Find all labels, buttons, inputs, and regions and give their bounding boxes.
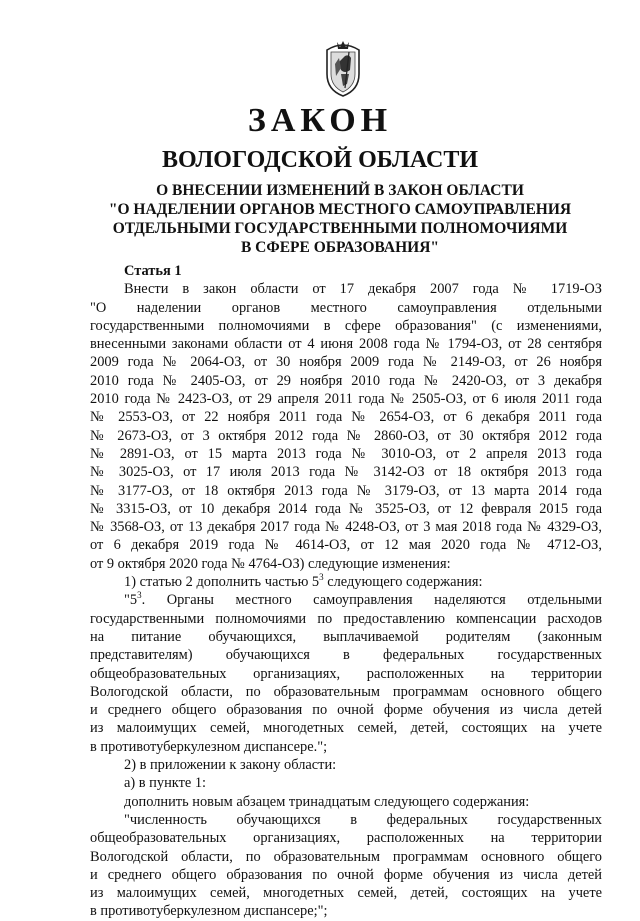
text-line: 2010 года № 2405-ОЗ, от 29 ноября 2010 года № 2420-ОЗ, от 3 декабря xyxy=(90,372,602,389)
document-title-line: В СФЕРЕ ОБРАЗОВАНИЯ" xyxy=(240,239,440,256)
text-line: государственными полномочиями в сфере образования" (с изменениями, xyxy=(90,317,602,334)
text-line: от 6 декабря 2019 года № 4614-ОЗ, от 12 мая 2020 года № 4712-ОЗ, xyxy=(90,537,602,554)
text-line: внесенными законами области от 4 июня 2008 года № 1794-ОЗ, от 28 сентября xyxy=(90,336,602,353)
text-line: № 2553-ОЗ, от 22 ноября 2011 года № 2654-ОЗ, от 6 декабря 2011 года xyxy=(90,409,602,426)
part-5-3-first-line: "$5^3$. Органы местного самоуправления наделяются отдельными xyxy=(124,590,602,609)
text-line: № 2891-ОЗ, от 15 марта 2013 года № 3010-ОЗ, от 2 апреля 2013 года xyxy=(90,445,602,462)
text-line: и среднего общего образования по очной форме обучения из числа детей xyxy=(90,702,602,719)
article-heading: Статья 1 xyxy=(124,263,182,279)
text-line: из малоимущих семей, многодетных семей, детей, состоящих на учете xyxy=(90,720,602,737)
text-line: на питание обучающихся, выплачиваемой родителям (законным xyxy=(90,628,602,645)
law-body xyxy=(90,262,602,921)
text-line: Вологодской области, по образовательным программам основного общего xyxy=(90,683,602,700)
text-line: из малоимущих семей, многодетных семей, детей, состоящих на учете xyxy=(90,885,602,902)
document-title xyxy=(60,181,620,257)
document-title-line: "О НАДЕЛЕНИИ ОРГАНОВ МЕСТНОГО САМОУПРАВЛЕНИЯ xyxy=(108,201,572,218)
text-line: в противотуберкулезном диспансере."; xyxy=(90,738,328,755)
document-title-line: ОТДЕЛЬНЫМИ ГОСУДАРСТВЕННЫМИ ПОЛНОМОЧИЯМИ xyxy=(112,220,568,237)
text-line: 2009 года № 2064-ОЗ, от 30 ноября 2009 года № 2149-ОЗ, от 26 ноября xyxy=(90,354,602,371)
item-1: 1) статью 2 дополнить частью $5^3$ следующего содержания: xyxy=(124,572,483,591)
text-line: в противотуберкулезном диспансере;"; xyxy=(90,903,328,920)
text-line: № 3177-ОЗ, от 18 октября 2013 года № 3179-ОЗ, от 13 марта 2014 года xyxy=(90,482,602,499)
item-2a: а) в пункте 1: xyxy=(124,775,207,792)
vologda-coat-of-arms-icon xyxy=(319,40,367,98)
text-line: Внести в закон области от 17 декабря 2007 года № 1719-ОЗ xyxy=(124,281,602,298)
item-2a-text: дополнить новым абзацем тринадцатым следующего содержания: xyxy=(124,793,530,810)
text-line: общеобразовательных организациях, расположенных на территории xyxy=(90,830,602,847)
document-title-line: О ВНЕСЕНИИ ИЗМЕНЕНИЙ В ЗАКОН ОБЛАСТИ xyxy=(156,182,524,199)
text-line: 2010 года № 2423-ОЗ, от 29 апреля 2011 года № 2505-ОЗ, от 6 июля 2011 года xyxy=(90,391,602,408)
text-line: "численность обучающихся в федеральных государственных xyxy=(124,811,602,828)
text-line: и среднего общего образования по очной форме обучения из числа детей xyxy=(90,866,602,883)
text-line: № 3315-ОЗ, от 10 декабря 2014 года № 3525-ОЗ, от 12 февраля 2015 года xyxy=(90,500,602,517)
text-line: государственными полномочиями по предоставлению компенсации расходов xyxy=(90,610,602,627)
text-line: № 3568-ОЗ, от 13 декабря 2017 года № 4248-ОЗ, от 3 мая 2018 года № 4329-ОЗ, xyxy=(90,519,602,536)
text-line: № 3025-ОЗ, от 17 июля 2013 года № 3142-ОЗ от 18 октября 2013 года xyxy=(90,464,602,481)
text-line: представителям) обучающихся в федеральных государственных xyxy=(90,647,602,664)
text-line: Вологодской области, по образовательным программам основного общего xyxy=(90,848,602,865)
text-line: от 9 октября 2020 года № 4764-ОЗ) следующие изменения: xyxy=(90,555,451,572)
item-2: 2) в приложении к закону области: xyxy=(124,757,337,774)
text-line: № 2673-ОЗ, от 3 октября 2012 года № 2860-ОЗ, от 30 октября 2012 года xyxy=(90,427,602,444)
text-line: общеобразовательных организациях, расположенных на территории xyxy=(90,665,602,682)
region-title: ВОЛОГОДСКОЙ ОБЛАСТИ xyxy=(161,147,479,173)
text-line: "О наделении органов местного самоуправления отдельными xyxy=(90,299,602,316)
law-title: ЗАКОН xyxy=(247,102,393,139)
